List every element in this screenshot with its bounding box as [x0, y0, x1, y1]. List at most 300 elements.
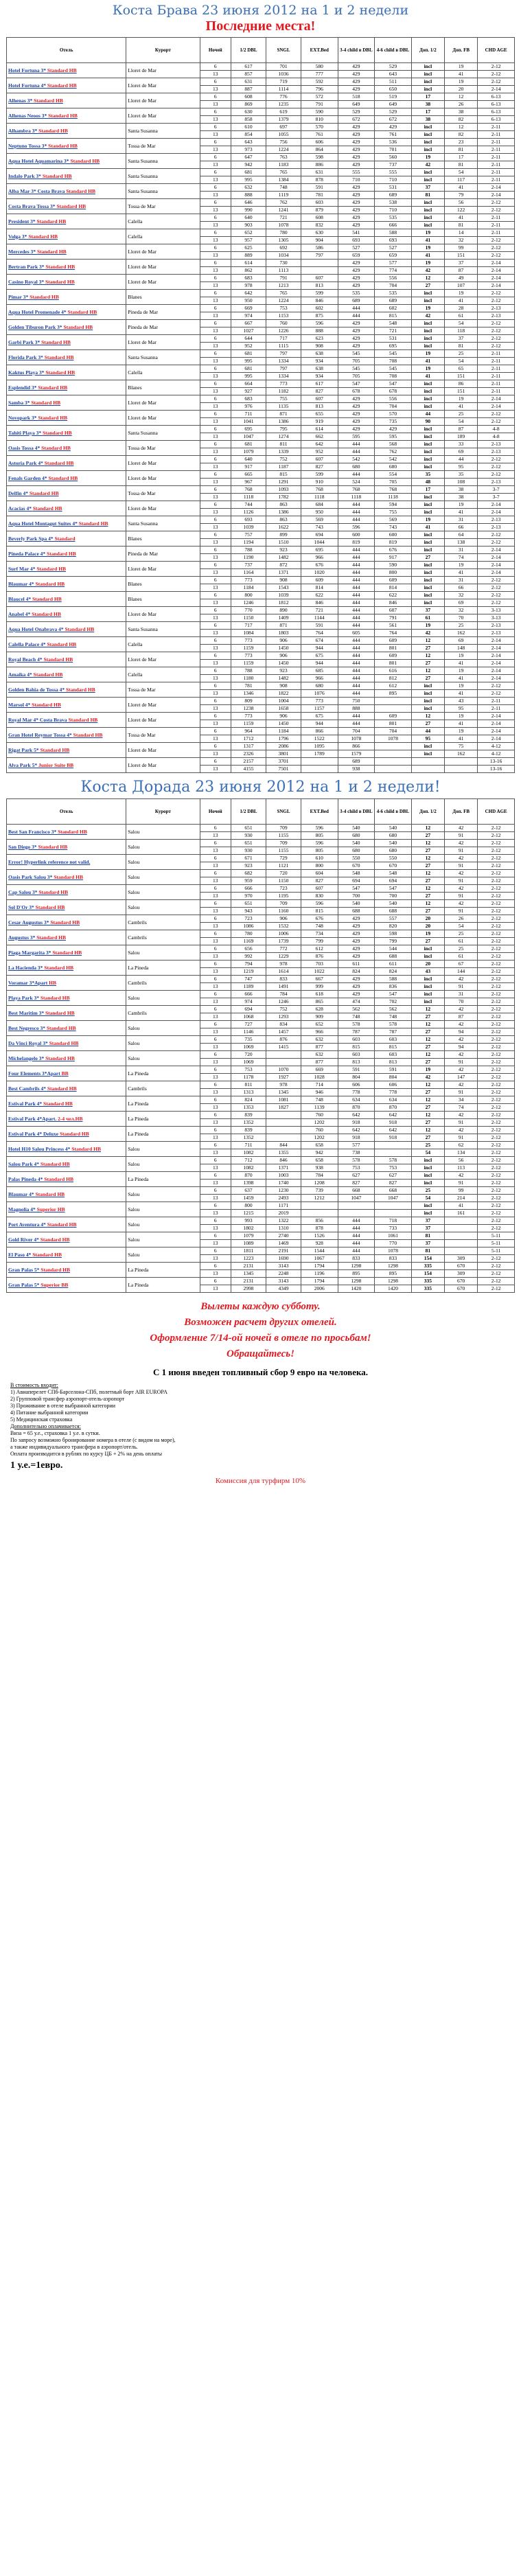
- price-cell: 611: [375, 961, 412, 968]
- price-cell: 1047: [338, 1195, 375, 1202]
- hotel-name[interactable]: Novopark 3*: [8, 414, 38, 421]
- price-cell: 1371: [266, 1164, 301, 1172]
- hotel-link[interactable]: [7, 305, 126, 320]
- hotel-name[interactable]: Gran Palas 5*: [8, 1266, 41, 1273]
- price-cell: 738: [338, 1149, 375, 1157]
- hotel-name[interactable]: Sol D'Or 3*: [8, 904, 36, 910]
- hotel-link[interactable]: [7, 1036, 126, 1051]
- hotel-name[interactable]: Error! Hyperlink reference not valid.: [8, 858, 91, 865]
- dorada-table-row: [7, 991, 515, 998]
- price-cell: 43: [445, 698, 478, 705]
- hotel-name[interactable]: Florida Park 3*: [8, 354, 45, 360]
- hotel-link[interactable]: [7, 139, 126, 154]
- brava-table-row: [7, 395, 515, 403]
- hotel-link[interactable]: [7, 1278, 126, 1293]
- hotel-link[interactable]: [7, 214, 126, 229]
- price-cell: 717: [266, 335, 301, 343]
- hotel-link[interactable]: [7, 275, 126, 290]
- hotel-link[interactable]: [7, 1081, 126, 1096]
- hotel-link[interactable]: [7, 698, 126, 713]
- price-cell: 680: [338, 847, 375, 855]
- price-cell: 871: [266, 411, 301, 418]
- hotel-link[interactable]: [7, 682, 126, 698]
- hotel-name[interactable]: Alhenas Neoos 3*: [8, 112, 49, 119]
- hotel-name[interactable]: Golden Tiburon Park 3*: [8, 323, 64, 330]
- hotel-link[interactable]: [7, 1021, 126, 1036]
- price-cell: 662: [301, 433, 338, 441]
- price-cell: 599: [301, 471, 338, 479]
- hotel-link[interactable]: [7, 426, 126, 441]
- price-cell: 2131: [231, 1263, 266, 1270]
- room-type: Standard HB: [40, 1160, 70, 1167]
- hotel-name[interactable]: Magnolia 4*: [8, 1206, 37, 1212]
- hotel-link[interactable]: [7, 365, 126, 380]
- price-cell: 7501: [266, 766, 301, 773]
- resort-cell: Salou: [126, 1051, 200, 1066]
- hotel-name[interactable]: Pimar 3*: [8, 293, 30, 300]
- hotel-name[interactable]: Delfin 4*: [8, 490, 30, 496]
- hotel-link[interactable]: [7, 961, 126, 976]
- price-cell: 2-13: [478, 524, 515, 531]
- hotel-name[interactable]: Blaumar 4*: [8, 580, 36, 587]
- price-cell: 689: [375, 297, 412, 305]
- price-cell: 91: [445, 1059, 478, 1066]
- price-cell: 42: [445, 885, 478, 893]
- hotel-link[interactable]: [7, 885, 126, 900]
- hotel-name[interactable]: Estival Park 4* Deluxe: [8, 1130, 60, 1137]
- hotel-link[interactable]: [7, 380, 126, 395]
- hotel-name[interactable]: Garbi Park 3*: [8, 338, 42, 345]
- hotel-name[interactable]: Neptuno Tossa 3*: [8, 142, 49, 149]
- price-cell: 6: [200, 991, 231, 998]
- price-cell: 870: [375, 1104, 412, 1112]
- price-cell: 600: [375, 531, 412, 539]
- price-cell: 13: [200, 312, 231, 320]
- hotel-link[interactable]: [7, 456, 126, 471]
- hotel-name[interactable]: Best San Francisco 3*: [8, 828, 58, 835]
- price-cell: incl: [411, 71, 444, 78]
- price-cell: 151: [445, 373, 478, 380]
- hotel-link[interactable]: [7, 1006, 126, 1021]
- price-cell: 25: [445, 930, 478, 938]
- hotel-name[interactable]: Anabel 4*: [8, 610, 32, 617]
- hotel-name[interactable]: Esplendid 3*: [8, 384, 38, 391]
- room-type: Standard HB: [58, 828, 87, 835]
- hotel-link[interactable]: [7, 411, 126, 426]
- price-cell: 1047: [375, 1195, 412, 1202]
- hotel-link[interactable]: [7, 870, 126, 885]
- price-cell: 978: [231, 282, 266, 290]
- price-cell: 647: [231, 154, 266, 161]
- hotel-link[interactable]: [7, 1187, 126, 1202]
- price-cell: 6: [200, 124, 231, 131]
- hotel-link[interactable]: [7, 1112, 126, 1127]
- hotel-link[interactable]: [7, 108, 126, 124]
- hotel-link[interactable]: [7, 667, 126, 682]
- hotel-link[interactable]: [7, 562, 126, 577]
- hotel-link[interactable]: [7, 1096, 126, 1112]
- price-cell: 12: [411, 1096, 444, 1104]
- resort-cell: Santa Susanna: [126, 184, 200, 199]
- hotel-name[interactable]: Oasis Tossa 4*: [8, 444, 42, 451]
- price-cell: 801: [375, 660, 412, 667]
- hotel-name[interactable]: La Hacienda 3*: [8, 964, 45, 971]
- price-cell: incl: [411, 509, 444, 516]
- hotel-name[interactable]: Palas Pineda 4*: [8, 1175, 45, 1182]
- hotel-name[interactable]: Oasis Park Salou 3*: [8, 873, 54, 880]
- hotel-name[interactable]: Aqua Hotel Onabrava 4*: [8, 625, 65, 632]
- price-cell: 1246: [266, 998, 301, 1006]
- price-cell: 2-12: [478, 877, 515, 885]
- hotel-link[interactable]: [7, 1142, 126, 1157]
- hotel-link[interactable]: [7, 592, 126, 607]
- price-cell: 27: [411, 1028, 444, 1036]
- hotel-link[interactable]: [7, 501, 126, 516]
- hotel-name[interactable]: Michelangelo 3*: [8, 1055, 46, 1061]
- hotel-link[interactable]: [7, 915, 126, 930]
- price-cell: 13: [200, 832, 231, 840]
- hotel-link[interactable]: [7, 1157, 126, 1172]
- hotel-name[interactable]: Marsol 4*: [8, 701, 32, 708]
- price-cell: incl: [411, 531, 444, 539]
- hotel-link[interactable]: [7, 154, 126, 169]
- price-cell: 2-12: [478, 1255, 515, 1263]
- price-cell: 1355: [266, 1149, 301, 1157]
- price-cell: 784: [266, 991, 301, 998]
- price-cell: 743: [301, 524, 338, 531]
- price-cell: 1409: [266, 614, 301, 622]
- hotel-link[interactable]: [7, 607, 126, 622]
- hotel-link[interactable]: [7, 1263, 126, 1278]
- price-cell: 2-12: [478, 531, 515, 539]
- hotel-name[interactable]: Estival Park 4*: [8, 1100, 44, 1107]
- hotel-link[interactable]: [7, 471, 126, 486]
- hotel-name[interactable]: Beverly Park Spa 4*: [8, 535, 55, 542]
- price-cell: 1510: [266, 539, 301, 547]
- price-cell: 834: [266, 1021, 301, 1028]
- price-cell: 41: [445, 660, 478, 667]
- hotel-name[interactable]: President 3*: [8, 218, 37, 225]
- price-cell: 19: [445, 728, 478, 735]
- hotel-link[interactable]: [7, 229, 126, 244]
- hotel-name[interactable]: San Diego 3*: [8, 843, 38, 850]
- hotel-name[interactable]: Da Vinci Royal 3*: [8, 1039, 49, 1046]
- hotel-name[interactable]: Augustus 3*: [8, 934, 37, 941]
- hotel-name[interactable]: Hotel H10 Salou Princess 4*: [8, 1145, 72, 1152]
- hotel-name[interactable]: Estival Park 4*Apart.: [8, 1115, 58, 1122]
- hotel-link[interactable]: [7, 728, 126, 743]
- hotel-link[interactable]: [7, 124, 126, 139]
- hotel-name[interactable]: Playa Park 3*: [8, 994, 40, 1001]
- room-type: Standard HB: [60, 1130, 89, 1137]
- hotel-name[interactable]: Tahiti Playa 3*: [8, 429, 43, 436]
- price-cell: 966: [301, 554, 338, 562]
- hotel-link[interactable]: [7, 93, 126, 108]
- price-cell: 1927: [266, 1074, 301, 1081]
- price-cell: 2-13: [478, 312, 515, 320]
- hotel-link[interactable]: [7, 840, 126, 855]
- price-cell: 31: [445, 516, 478, 524]
- hotel-name[interactable]: Port Aventura 4*: [8, 1221, 47, 1228]
- hotel-link[interactable]: [7, 260, 126, 275]
- hotel-link[interactable]: [7, 855, 126, 870]
- hotel-name[interactable]: Astoria Park 4*: [8, 459, 45, 466]
- price-cell: 2-12: [478, 1263, 515, 1270]
- price-cell: incl: [411, 327, 444, 335]
- hotel-name[interactable]: Royal Beach 4*: [8, 656, 44, 663]
- price-cell: 1740: [266, 1180, 301, 1187]
- hotel-name[interactable]: Fenals Garden 4*: [8, 474, 49, 481]
- hotel-name[interactable]: Rigat Park 5*: [8, 746, 40, 753]
- price-cell: 1194: [231, 539, 266, 547]
- price-cell: [338, 1202, 375, 1210]
- hotel-link[interactable]: [7, 184, 126, 199]
- hotel-link[interactable]: [7, 637, 126, 652]
- price-cell: 429: [338, 930, 375, 938]
- hotel-link[interactable]: [7, 652, 126, 667]
- hotel-name[interactable]: Aqua Hotel Montagut Suites 4*: [8, 520, 79, 527]
- price-cell: 590: [375, 562, 412, 569]
- price-cell: 1034: [266, 252, 301, 260]
- hotel-name[interactable]: Cap Salou 3*: [8, 888, 39, 895]
- price-cell: 748: [338, 1013, 375, 1021]
- price-cell: 79: [445, 192, 478, 199]
- hotel-name[interactable]: Gold River 4*: [8, 1236, 40, 1243]
- resort-cell: Tossa de Mar: [126, 441, 200, 456]
- price-cell: 27: [411, 877, 444, 885]
- hotel-link[interactable]: [7, 930, 126, 945]
- hotel-link[interactable]: [7, 244, 126, 260]
- hotel-name[interactable]: Alhambra 3*: [8, 127, 39, 134]
- price-cell: 974: [231, 998, 266, 1006]
- price-cell: 38: [445, 108, 478, 116]
- resort-cell: Santa Susanna: [126, 350, 200, 365]
- price-cell: 13: [200, 1059, 231, 1066]
- hotel-name[interactable]: Best Maritim 3*: [8, 1009, 45, 1016]
- hotel-link[interactable]: [7, 78, 126, 93]
- price-cell: 429: [338, 184, 375, 192]
- hotel-name[interactable]: Best Cambrils 4*: [8, 1085, 47, 1092]
- price-cell: 6: [200, 305, 231, 312]
- hotel-name[interactable]: Four Elements 3*Apart: [8, 1070, 62, 1077]
- price-cell: 693: [338, 237, 375, 244]
- hotel-name[interactable]: Pineda Palace 4*: [8, 550, 47, 557]
- hotel-name[interactable]: Hotel Fortuna 3*: [8, 67, 47, 73]
- price-cell: 680: [375, 847, 412, 855]
- hotel-link[interactable]: [7, 169, 126, 184]
- hotel-link[interactable]: [7, 825, 126, 840]
- price-cell: 429: [338, 71, 375, 78]
- price-cell: 444: [338, 554, 375, 562]
- dorada-body: [7, 825, 515, 1293]
- hotel-link[interactable]: [7, 1051, 126, 1066]
- price-cell: 813: [338, 1059, 375, 1066]
- price-cell: 748: [301, 923, 338, 930]
- price-cell: 12: [411, 652, 444, 660]
- price-cell: 709: [266, 840, 301, 847]
- price-cell: 799: [301, 938, 338, 945]
- hotel-name[interactable]: Aqua Hotel Aquamarina 3*: [8, 157, 71, 164]
- price-cell: 38: [445, 494, 478, 501]
- price-cell: 630: [301, 229, 338, 237]
- hotel-link[interactable]: [7, 516, 126, 531]
- resort-cell: Blanes: [126, 592, 200, 607]
- price-cell: 444: [338, 713, 375, 720]
- hotel-name[interactable]: Blaumar 4*: [8, 1191, 36, 1197]
- room-type: Standard HB: [36, 248, 67, 255]
- price-cell: 429: [375, 124, 412, 131]
- hotel-name[interactable]: Royal Mar 4* Costa Brava: [8, 716, 69, 723]
- hotel-link[interactable]: [7, 395, 126, 411]
- price-cell: incl: [411, 501, 444, 509]
- hotel-name[interactable]: Kaktus Playa 3*: [8, 369, 46, 376]
- hotel-link[interactable]: [7, 1217, 126, 1232]
- room-type: Standard HB: [42, 429, 72, 436]
- price-cell: 878: [301, 1225, 338, 1232]
- price-cell: 13: [200, 660, 231, 667]
- price-cell: 668: [338, 1187, 375, 1195]
- price-cell: 547: [338, 885, 375, 893]
- hotel-link[interactable]: [7, 713, 126, 728]
- price-cell: incl: [411, 290, 444, 297]
- price-cell: 664: [231, 380, 266, 388]
- hotel-name[interactable]: Samba 3*: [8, 399, 32, 406]
- price-cell: 642: [338, 1127, 375, 1134]
- hotel-link[interactable]: [7, 320, 126, 335]
- hotel-link[interactable]: [7, 1202, 126, 1217]
- price-cell: 2-12: [478, 1028, 515, 1036]
- room-type: Standard HB: [63, 323, 93, 330]
- hotel-link[interactable]: [7, 486, 126, 501]
- hotel-link[interactable]: [7, 1172, 126, 1187]
- hotel-name[interactable]: Amaika 4*: [8, 671, 34, 678]
- hotel-link[interactable]: [7, 290, 126, 305]
- hotel-name[interactable]: Aqua Hotel Promenade 4*: [8, 308, 68, 315]
- hotel-link[interactable]: [7, 350, 126, 365]
- dorada-table-row: [7, 1051, 515, 1059]
- price-cell: 666: [375, 222, 412, 229]
- hotel-link[interactable]: [7, 441, 126, 456]
- hotel-name[interactable]: Volga 3*: [8, 233, 29, 240]
- price-cell: 3701: [266, 758, 301, 766]
- hotel-link[interactable]: [7, 547, 126, 562]
- hotel-link[interactable]: [7, 976, 126, 991]
- price-cell: 560: [375, 154, 412, 161]
- hotel-name[interactable]: Surf Mar 4*: [8, 565, 37, 572]
- price-cell: 684: [301, 501, 338, 509]
- hotel-name[interactable]: Voramar 3*Apart: [8, 979, 49, 986]
- price-cell: 19: [445, 562, 478, 569]
- hotel-name[interactable]: Bertran Park 3*: [8, 263, 46, 270]
- price-cell: 13: [200, 705, 231, 713]
- resort-cell: Pineda de Mar: [126, 305, 200, 320]
- hotel-link[interactable]: [7, 531, 126, 547]
- hotel-link[interactable]: [7, 1127, 126, 1142]
- price-cell: 6: [200, 63, 231, 71]
- price-cell: 12: [445, 124, 478, 131]
- price-cell: 27: [411, 938, 444, 945]
- price-cell: 429: [338, 192, 375, 199]
- price-cell: 616: [375, 667, 412, 675]
- hotel-name[interactable]: Best Negresco 3*: [8, 1024, 47, 1031]
- hotel-link[interactable]: [7, 1232, 126, 1247]
- price-cell: incl: [411, 426, 444, 433]
- hotel-link[interactable]: [7, 335, 126, 350]
- hotel-name[interactable]: Costa Brava Tossa 3*: [8, 203, 57, 209]
- price-cell: 1215: [231, 1210, 266, 1217]
- price-cell: 705: [375, 479, 412, 486]
- price-cell: [375, 705, 412, 713]
- hotel-link[interactable]: [7, 1247, 126, 1263]
- price-cell: 6: [200, 592, 231, 599]
- hotel-name[interactable]: Gran Palas 5*: [8, 1281, 41, 1288]
- hotel-name[interactable]: Golden Bahia de Tossa 4*: [8, 686, 66, 693]
- hotel-name[interactable]: Mercedes 3*: [8, 248, 37, 255]
- hotel-link[interactable]: [7, 63, 126, 78]
- price-cell: 923: [266, 667, 301, 675]
- price-cell: 1310: [266, 1225, 301, 1232]
- price-cell: 13: [200, 433, 231, 441]
- price-cell: [375, 698, 412, 705]
- hotel-name[interactable]: Alhenas 3*: [8, 97, 34, 104]
- hotel-link[interactable]: [7, 991, 126, 1006]
- room-type: Standard HB: [45, 263, 76, 270]
- dorada-table-row: [7, 915, 515, 923]
- price-cell: incl: [411, 1202, 444, 1210]
- resort-cell: Salou: [126, 1247, 200, 1263]
- hotel-name[interactable]: Salou Park 4*: [8, 1160, 40, 1167]
- hotel-link[interactable]: [7, 1066, 126, 1081]
- hotel-name[interactable]: Calella Palace 4*: [8, 641, 47, 647]
- hotel-name[interactable]: Alva Park 5*: [8, 761, 38, 768]
- price-cell: 1078: [375, 1247, 412, 1255]
- hotel-name[interactable]: Blaucel 4*: [8, 595, 32, 602]
- price-cell: 1420: [338, 1285, 375, 1293]
- hotel-link[interactable]: [7, 199, 126, 214]
- hotel-name[interactable]: El Paso 4*: [8, 1251, 33, 1258]
- hotel-link[interactable]: [7, 577, 126, 592]
- price-cell: 768: [301, 486, 338, 494]
- hotel-link[interactable]: [7, 758, 126, 773]
- hotel-name[interactable]: Alba Mar 3* Costa Brava: [8, 187, 67, 194]
- hotel-name[interactable]: Cesar Augustus 3*: [8, 919, 51, 925]
- room-type: Standard HB: [35, 580, 65, 587]
- hotel-name[interactable]: Hotel Fortuna 4*: [8, 82, 47, 89]
- price-cell: 596: [338, 524, 375, 531]
- price-cell: 607: [301, 395, 338, 403]
- price-cell: 540: [375, 900, 412, 908]
- hotel-link[interactable]: [7, 743, 126, 758]
- room-type: Standard HB: [46, 1024, 76, 1031]
- price-cell: 700: [338, 893, 375, 900]
- price-cell: 643: [231, 139, 266, 146]
- hotel-link[interactable]: [7, 622, 126, 637]
- price-cell: 13: [200, 599, 231, 607]
- price-cell: incl: [411, 1180, 444, 1187]
- hotel-name[interactable]: Casino Royal 3*: [8, 278, 45, 285]
- hotel-link[interactable]: [7, 945, 126, 961]
- price-cell: 27: [411, 1059, 444, 1066]
- price-cell: 791: [266, 275, 301, 282]
- hotel-link[interactable]: [7, 900, 126, 915]
- price-cell: 444: [338, 720, 375, 728]
- hotel-name[interactable]: Gran Hotel Reymar Tossa 4*: [8, 731, 73, 738]
- price-cell: 13: [200, 192, 231, 199]
- hotel-name[interactable]: Piaga Margarita 3*: [8, 949, 53, 956]
- hotel-name[interactable]: Indalo Park 3*: [8, 172, 43, 179]
- hotel-name[interactable]: Acacias 4*: [8, 505, 33, 511]
- price-cell: 877: [301, 1044, 338, 1051]
